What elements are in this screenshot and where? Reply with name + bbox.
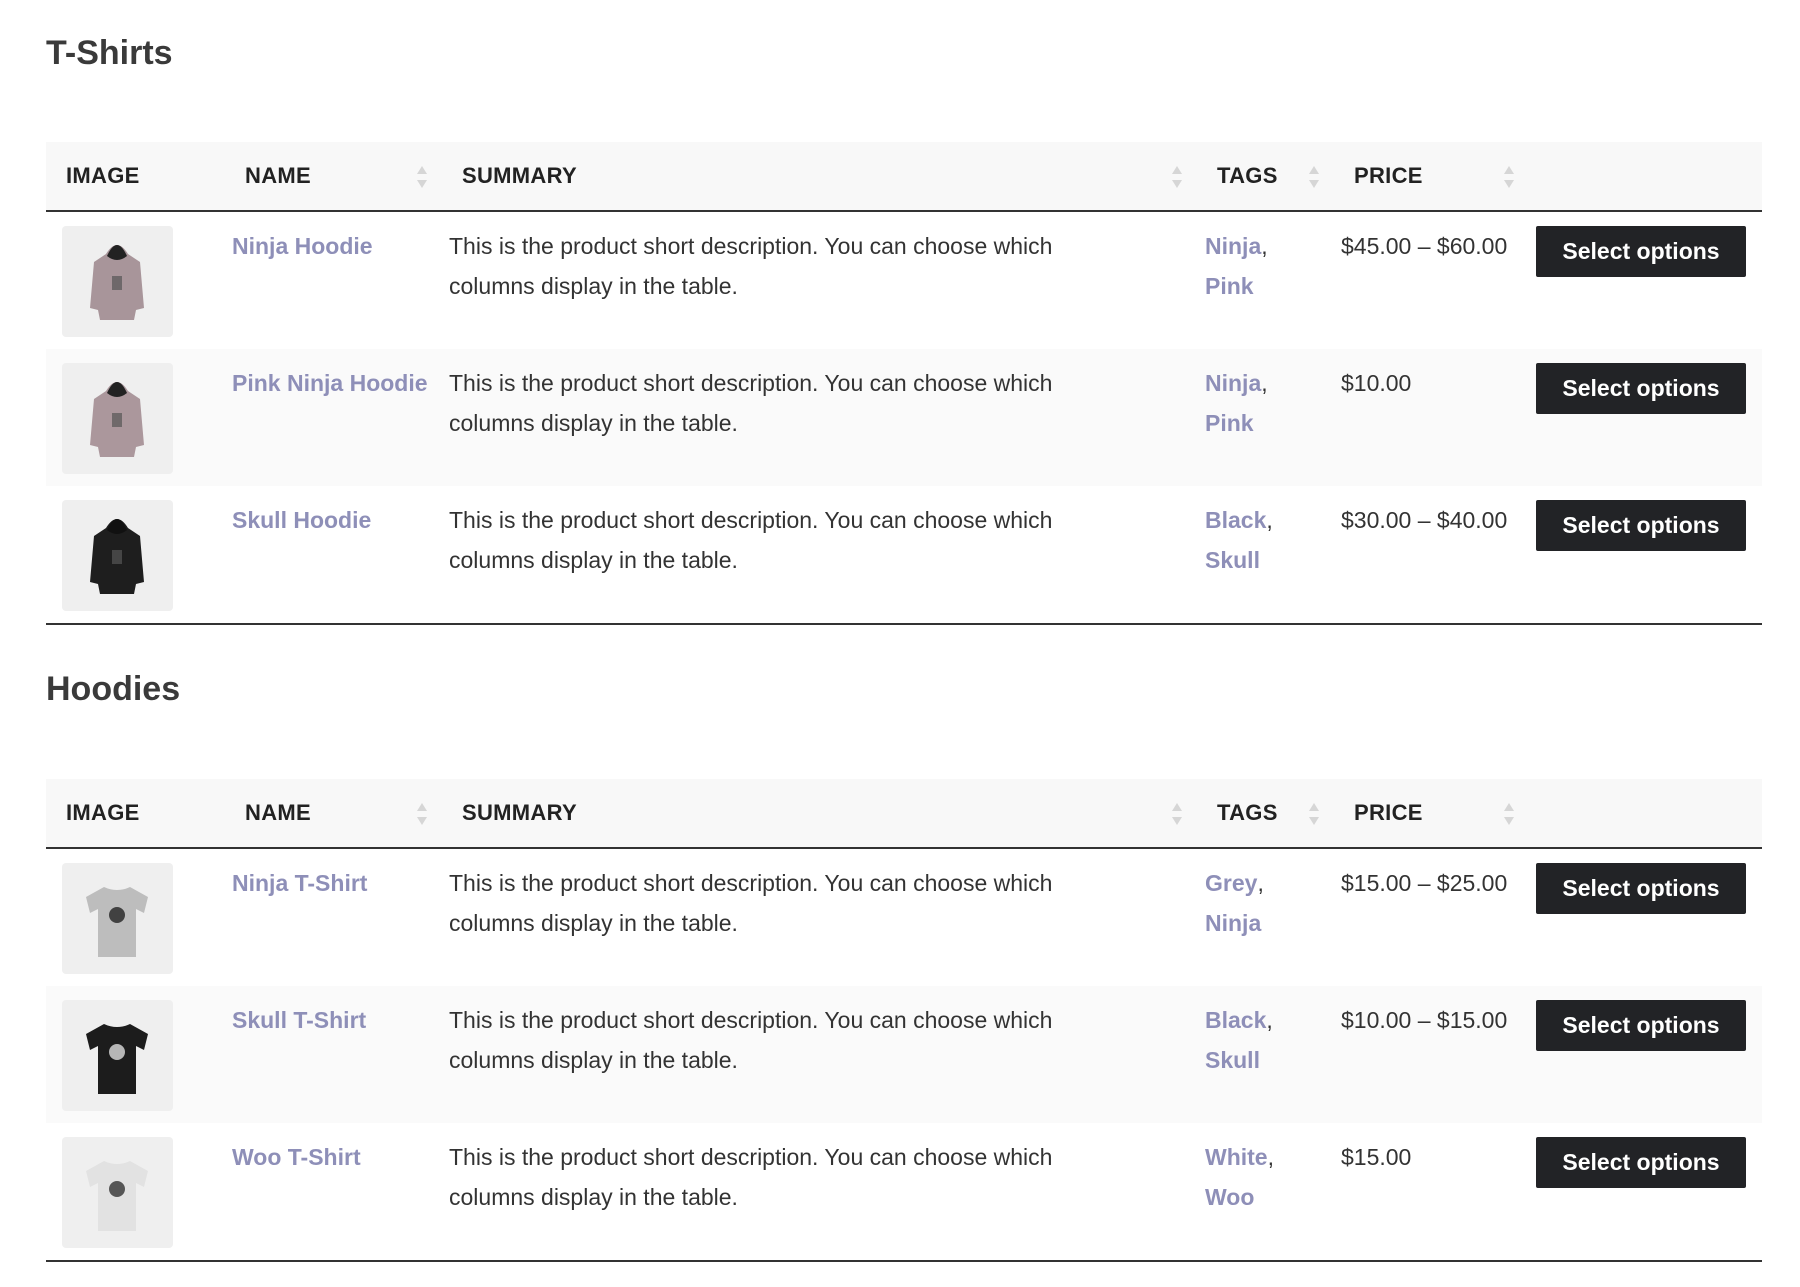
column-header-image: IMAGE: [66, 800, 140, 825]
sort-arrows-icon[interactable]: [1504, 166, 1514, 188]
tag-link[interactable]: Ninja: [1205, 370, 1262, 396]
tag-link[interactable]: Ninja: [1205, 910, 1262, 936]
select-options-button[interactable]: Select options: [1536, 226, 1746, 277]
table-row: [46, 1123, 1762, 1260]
tshirt-icon: [62, 1000, 173, 1111]
hoodie-icon: [62, 500, 173, 611]
product-price: $10.00: [1341, 370, 1412, 396]
tag-separator: ,: [1266, 507, 1273, 533]
column-header-name[interactable]: NAME: [245, 800, 311, 825]
column-header-price[interactable]: PRICE: [1354, 800, 1423, 825]
tag-link[interactable]: Black: [1205, 1007, 1267, 1033]
tag-link[interactable]: Pink: [1205, 273, 1254, 299]
section-title: T-Shirts: [46, 34, 173, 72]
sort-arrows-icon[interactable]: [1172, 803, 1182, 825]
product-table: [46, 142, 1762, 625]
product-name-link[interactable]: Ninja T-Shirt: [232, 870, 368, 896]
sort-arrows-icon[interactable]: [1309, 803, 1319, 825]
select-options-button[interactable]: Select options: [1536, 863, 1746, 914]
tag-separator: ,: [1266, 1007, 1273, 1033]
table-row: [46, 349, 1762, 486]
tag-link[interactable]: Pink: [1205, 410, 1254, 436]
select-options-button[interactable]: Select options: [1536, 1137, 1746, 1188]
sort-arrows-icon[interactable]: [417, 803, 427, 825]
product-summary: This is the product short description. You can choose which columns display in the table.: [449, 370, 1053, 436]
table-header: [46, 142, 1762, 212]
select-options-button[interactable]: Select options: [1536, 1000, 1746, 1051]
select-options-button[interactable]: Select options: [1536, 500, 1746, 551]
sort-arrows-icon[interactable]: [1309, 166, 1319, 188]
tag-separator: ,: [1257, 870, 1264, 896]
product-price: $45.00 – $60.00: [1341, 233, 1508, 259]
tshirt-icon: [62, 863, 173, 974]
table-row: [46, 486, 1762, 623]
product-tags: [1205, 226, 1325, 306]
table-row: [46, 849, 1762, 986]
product-summary: This is the product short description. You can choose which columns display in the table.: [449, 233, 1053, 299]
table-body: [46, 212, 1762, 625]
product-price: $15.00 – $25.00: [1341, 870, 1508, 896]
tag-separator: ,: [1261, 233, 1268, 259]
column-header-tags[interactable]: TAGS: [1217, 800, 1278, 825]
tag-separator: ,: [1267, 1144, 1274, 1170]
product-summary: This is the product short description. You can choose which columns display in the table.: [449, 1007, 1053, 1073]
product-name-link[interactable]: Skull Hoodie: [232, 507, 372, 533]
tag-link[interactable]: Ninja: [1205, 233, 1262, 259]
column-header-tags[interactable]: TAGS: [1217, 163, 1278, 188]
tag-separator: ,: [1261, 370, 1268, 396]
column-header-image: IMAGE: [66, 163, 140, 188]
tag-link[interactable]: Grey: [1205, 870, 1258, 896]
column-header-name[interactable]: NAME: [245, 163, 311, 188]
table-header: [46, 779, 1762, 849]
sort-arrows-icon[interactable]: [417, 166, 427, 188]
section-title: Hoodies: [46, 670, 181, 708]
tag-link[interactable]: White: [1205, 1144, 1268, 1170]
product-summary: This is the product short description. You can choose which columns display in the table.: [449, 1144, 1053, 1210]
product-image[interactable]: [62, 863, 173, 974]
sort-arrows-icon[interactable]: [1504, 803, 1514, 825]
product-name-link[interactable]: Ninja Hoodie: [232, 233, 373, 259]
tag-link[interactable]: Black: [1205, 507, 1267, 533]
tshirt-icon: [62, 1137, 173, 1248]
product-name-link[interactable]: Skull T-Shirt: [232, 1007, 367, 1033]
product-tags: [1205, 863, 1325, 943]
product-price: $10.00 – $15.00: [1341, 1007, 1508, 1033]
product-name-link[interactable]: Pink Ninja Hoodie: [232, 370, 428, 396]
product-summary: This is the product short description. You can choose which columns display in the table.: [449, 870, 1053, 936]
tag-link[interactable]: Skull: [1205, 1047, 1260, 1073]
table-body: [46, 849, 1762, 1262]
tag-link[interactable]: Skull: [1205, 547, 1260, 573]
column-header-summary[interactable]: SUMMARY: [462, 163, 577, 188]
column-header-price[interactable]: PRICE: [1354, 163, 1423, 188]
sort-arrows-icon[interactable]: [1172, 166, 1182, 188]
table-row: [46, 986, 1762, 1123]
product-table: [46, 779, 1762, 1262]
select-options-button[interactable]: Select options: [1536, 363, 1746, 414]
hoodie-icon: [62, 226, 173, 337]
table-row: [46, 212, 1762, 349]
product-image[interactable]: [62, 1137, 173, 1248]
product-tags: [1205, 1137, 1325, 1217]
product-summary: This is the product short description. You can choose which columns display in the table.: [449, 507, 1053, 573]
product-tags: [1205, 500, 1325, 580]
product-image[interactable]: [62, 363, 173, 474]
product-image[interactable]: [62, 1000, 173, 1111]
product-tags: [1205, 1000, 1325, 1080]
hoodie-icon: [62, 363, 173, 474]
product-image[interactable]: [62, 500, 173, 611]
product-name-link[interactable]: Woo T-Shirt: [232, 1144, 361, 1170]
product-price: $15.00: [1341, 1144, 1412, 1170]
column-header-summary[interactable]: SUMMARY: [462, 800, 577, 825]
tag-link[interactable]: Woo: [1205, 1184, 1255, 1210]
product-image[interactable]: [62, 226, 173, 337]
product-price: $30.00 – $40.00: [1341, 507, 1508, 533]
product-tags: [1205, 363, 1325, 443]
